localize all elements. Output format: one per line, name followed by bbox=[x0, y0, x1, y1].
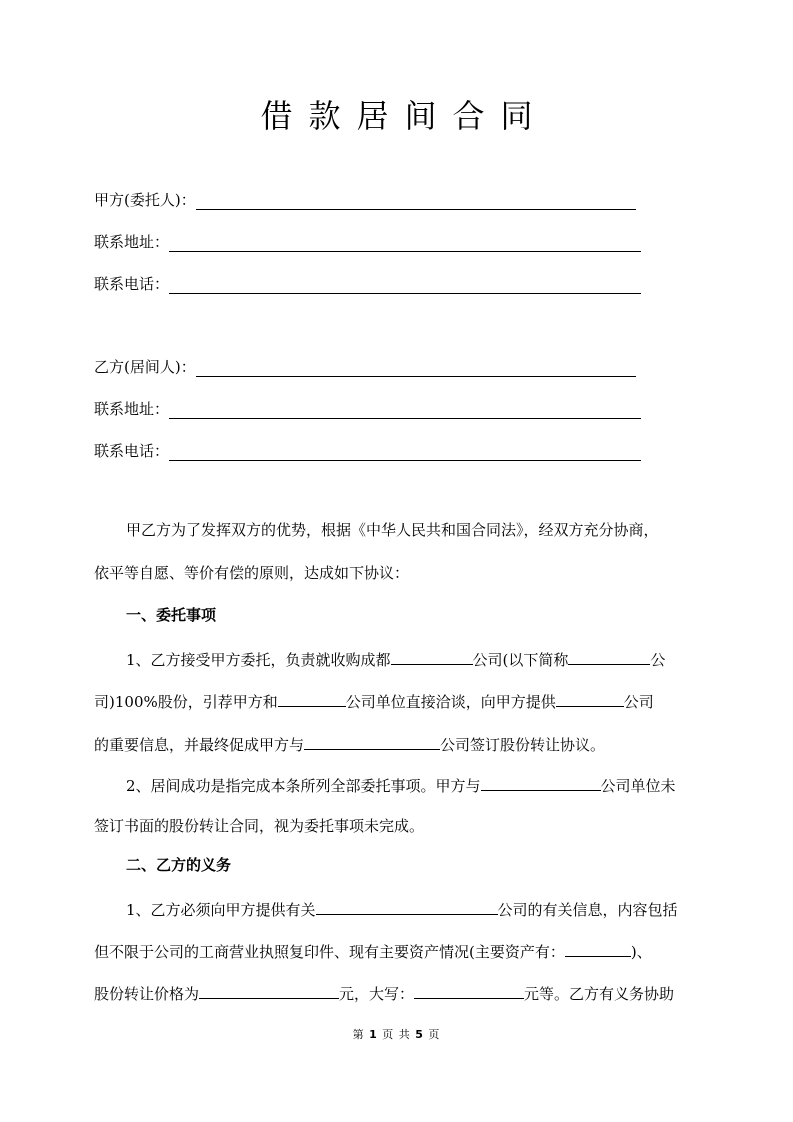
party-a-address-row bbox=[94, 232, 641, 252]
party-b-address-label: 联系地址： bbox=[94, 400, 170, 418]
s2-item1-line-2 bbox=[94, 940, 652, 962]
page-number: 1 bbox=[369, 1028, 378, 1041]
target-company-blank[interactable] bbox=[391, 648, 473, 665]
text: 但不限于公司的工商营业执照复印件、现有主要资产情况(主要资产有： bbox=[94, 943, 565, 961]
party-a-phone-blank[interactable] bbox=[169, 278, 641, 294]
text: 公 bbox=[650, 651, 666, 669]
text: 元等。乙方有义务协助 bbox=[524, 985, 675, 1003]
party-a-phone-label: 联系电话： bbox=[94, 275, 170, 293]
agreement-company-blank[interactable] bbox=[304, 733, 440, 750]
party-a-address-blank[interactable] bbox=[169, 236, 641, 252]
text: 1、乙方必须向甲方提供有关 bbox=[126, 901, 316, 919]
text: )、 bbox=[630, 943, 652, 961]
party-a-name-row bbox=[94, 190, 636, 210]
text: 股份转让价格为 bbox=[94, 985, 200, 1003]
text: 公司单位未 bbox=[600, 777, 676, 795]
text: 1、乙方接受甲方委托，负责就收购成都 bbox=[126, 651, 391, 669]
price-uppercase-blank[interactable] bbox=[414, 982, 524, 999]
s2-item1-line-3 bbox=[94, 982, 674, 1004]
section-1-heading: 一、委托事项 bbox=[126, 606, 217, 624]
price-amount-blank[interactable] bbox=[199, 982, 339, 999]
section-2-heading: 二、乙方的义务 bbox=[126, 856, 232, 874]
text: 的重要信息，并最终促成甲方与 bbox=[94, 736, 305, 754]
party-b-phone-blank[interactable] bbox=[169, 445, 641, 461]
party-b-name-blank[interactable] bbox=[196, 361, 636, 377]
s1-item2-line-1 bbox=[126, 774, 676, 796]
footer-middle: 页 共 bbox=[382, 1028, 411, 1041]
text: 公司单位直接洽谈，向甲方提供 bbox=[345, 693, 556, 711]
party-b-address-row bbox=[94, 399, 641, 419]
page-footer bbox=[0, 1028, 793, 1042]
text: 公司 bbox=[623, 693, 654, 711]
party-a-address-label: 联系地址： bbox=[94, 233, 170, 251]
s1-item1-line-3 bbox=[94, 733, 605, 755]
text: 公司的有关信息，内容包括 bbox=[497, 901, 678, 919]
s1-item2-line-2: 签订书面的股份转让合同，视为委托事项未完成。 bbox=[94, 817, 425, 835]
total-pages: 5 bbox=[415, 1028, 424, 1041]
s1-item1-line-1 bbox=[126, 648, 665, 670]
s1-item1-line-2 bbox=[94, 690, 654, 712]
party-b-name-row bbox=[94, 357, 636, 377]
text: 司)100%股份，引荐甲方和 bbox=[94, 693, 278, 711]
short-name-blank[interactable] bbox=[568, 648, 650, 665]
preamble-line-1: 甲乙方为了发挥双方的优势，根据《中华人民共和国合同法》，经双方充分协商， bbox=[126, 521, 659, 539]
party-a-label: 甲方(委托人)： bbox=[94, 191, 196, 209]
text: 元，大写： bbox=[339, 985, 415, 1003]
party-a-name-blank[interactable] bbox=[196, 194, 636, 210]
footer-suffix: 页 bbox=[428, 1028, 441, 1041]
contract-title: 借款居间合同 bbox=[260, 97, 549, 135]
party-a-phone-row bbox=[94, 274, 641, 294]
main-assets-blank[interactable] bbox=[565, 940, 631, 957]
preamble-line-2: 依平等自愿、等价有偿的原则，达成如下协议： bbox=[94, 564, 410, 582]
footer-prefix: 第 bbox=[352, 1028, 365, 1041]
party-b-address-blank[interactable] bbox=[169, 403, 641, 419]
transfer-company-blank[interactable] bbox=[481, 774, 601, 791]
negotiation-company-blank[interactable] bbox=[278, 690, 346, 707]
info-company-blank[interactable] bbox=[556, 690, 624, 707]
party-b-phone-row bbox=[94, 441, 641, 461]
party-b-label: 乙方(居间人)： bbox=[94, 358, 196, 376]
text: 公司签订股份转让协议。 bbox=[440, 736, 606, 754]
text: 公司(以下简称 bbox=[472, 651, 569, 669]
s2-item1-line-1 bbox=[126, 898, 678, 920]
text: 2、居间成功是指完成本条所列全部委托事项。甲方与 bbox=[126, 777, 481, 795]
related-company-blank[interactable] bbox=[316, 898, 498, 915]
party-b-phone-label: 联系电话： bbox=[94, 442, 170, 460]
